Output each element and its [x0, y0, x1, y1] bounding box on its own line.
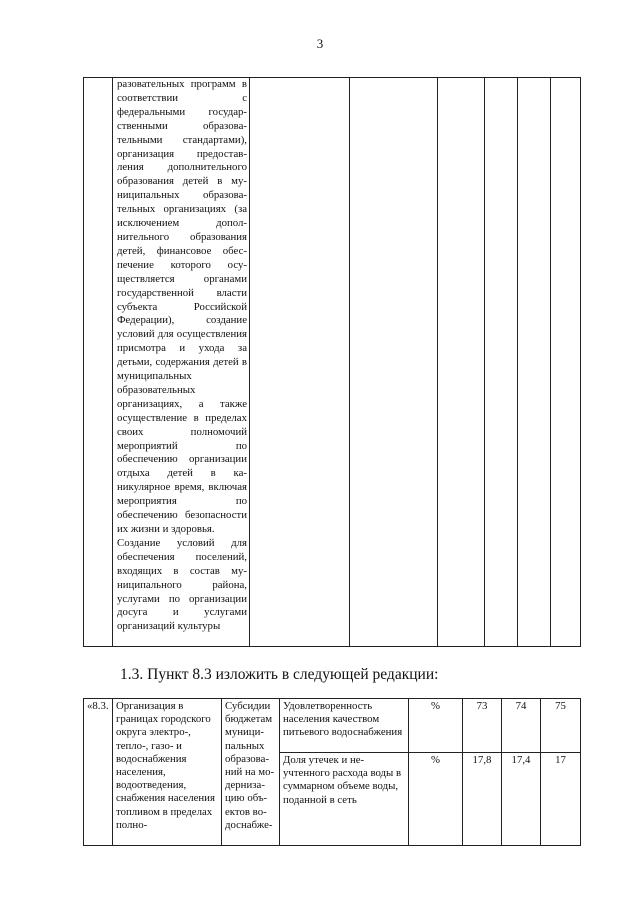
powers-paragraph-2: Создание условий для обеспечения поселений, входящих в состав муниципального района, услугами по организации досуга и услугами организаций культуры: [117, 536, 247, 633]
cell-value-1: [485, 78, 518, 647]
cell-indicator: [350, 78, 438, 647]
cell-unit: [438, 78, 485, 647]
section-heading: 1.3. Пункт 8.3 изложить в следующей редакции:: [120, 666, 439, 683]
value-1: 17,8: [463, 753, 502, 846]
value-2: 74: [502, 699, 541, 753]
value-1: 73: [463, 699, 502, 753]
subsidy-text: Субсидии бюджетам муниципальных образований на модернизацию объектов водоснабже-: [222, 699, 280, 846]
unit: %: [409, 753, 463, 846]
unit: %: [409, 699, 463, 753]
powers-paragraph-1: разовательных программ в соответствии с федеральными государственными образовательными стандартами), организация предоставления дополнительного образования детей в муниципальных образовательных организациях (за исключением дополнительного образования детей, финансовое обеспечение которого осуществляется органами государственной власти субъекта Российской Федерации), создание условий для осуществления присмотра и ухода за детьми, содержания детей в муниципальных образовательных организациях, а также осуществление в пределах своих полномочий мероприятий по обеспечению организации отдыха детей в каникулярное время, включая мероприятия по обеспечению безопасности их жизни и здоровья.: [117, 78, 247, 535]
page-number: 3: [316, 36, 324, 51]
powers-text: Организация в границах городского округа электро-, тепло-, газо- и водоснабжения населения, водоотведения, снабжения населения топливом в пределах полно-: [113, 699, 222, 846]
cell-powers: [113, 78, 250, 647]
cell-value-2: [518, 78, 551, 647]
indicator-text: Доля утечек и неучтенного расхода воды в суммарном объеме воды, поданной в сеть: [280, 753, 409, 846]
item-number: «8.3.: [84, 699, 113, 846]
indicator-text: Удовлетворенность населения качеством питьевого водоснабжения: [280, 699, 409, 753]
item-8-3-table: [83, 698, 581, 846]
cell-value-3: [551, 78, 581, 647]
value-3: 75: [541, 699, 581, 753]
continuation-table: [83, 77, 581, 647]
cell-subsidy: [250, 78, 350, 647]
value-2: 17,4: [502, 753, 541, 846]
cell-number: [84, 78, 113, 647]
value-3: 17: [541, 753, 581, 846]
